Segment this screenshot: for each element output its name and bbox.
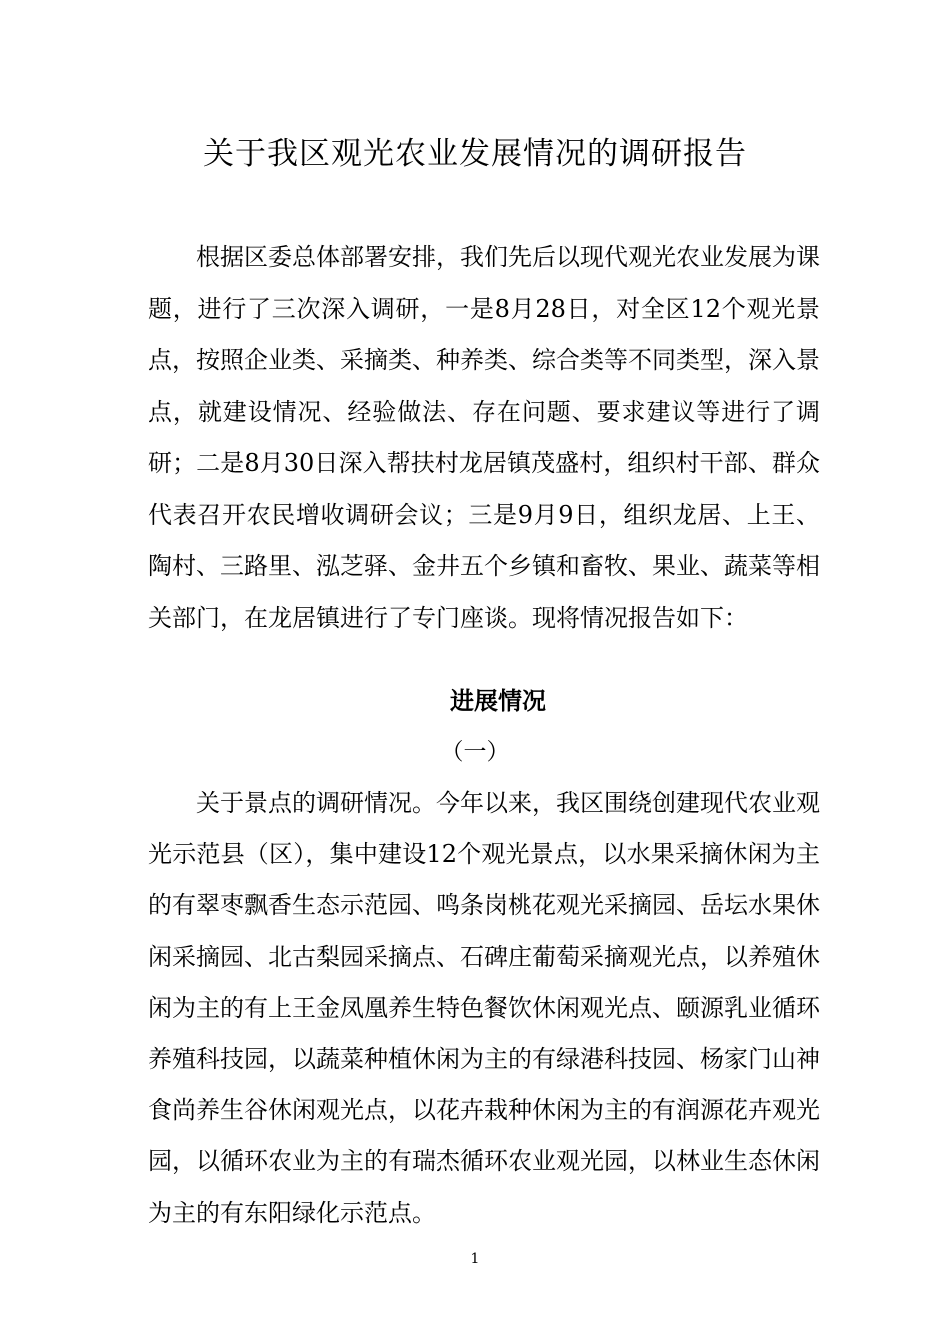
section-paragraph: 关于景点的调研情况。今年以来，我区围绕创建现代农业观光示范县（区），集中建设12个观光景点，以水果采摘休闲为主的有翠枣飘香生态示范园、鸣条岗桃花观光采摘园、岳坛水果休闲采摘园、北古梨园采摘点、石碑庄葡萄采摘观光点，以养殖休闲为主的有上王金凤凰养生特色餐饮休闲观光点、颐源乳业循环养殖科技园，以蔬菜种植休闲为主的有绿港科技园、杨家门山神食尚养生谷休闲观光点，以花卉栽种休闲为主的有润源花卉观光园，以循环农业为主的有瑞杰循环农业观光园，以林业生态休闲为主的有东阳绿化示范点。: [148, 789, 820, 1227]
document-title: 关于我区观光农业发展情况的调研报告: [203, 136, 747, 172]
intro-paragraph: 根据区委总体部署安排，我们先后以现代观光农业发展为课题，进行了三次深入调研，一是8月28日，对全区12个观光景点，按照企业类、采摘类、种养类、综合类等不同类型，深入景点，就建设情况、经验做法、存在问题、要求建议等进行了调研；二是8月30日深入帮扶村龙居镇茂盛村，组织村干部、群众代表召开农民增收调研会议；三是9月9日，组织龙居、上王、陶村、三路里、泓芝驿、金井五个乡镇和畜牧、果业、蔬菜等相关部门，在龙居镇进行了专门座谈。现将情况报告如下：: [148, 243, 820, 632]
page-number: 1: [470, 1251, 480, 1267]
sub-heading: （一）: [440, 739, 510, 765]
section-heading: 进展情况: [450, 686, 546, 715]
